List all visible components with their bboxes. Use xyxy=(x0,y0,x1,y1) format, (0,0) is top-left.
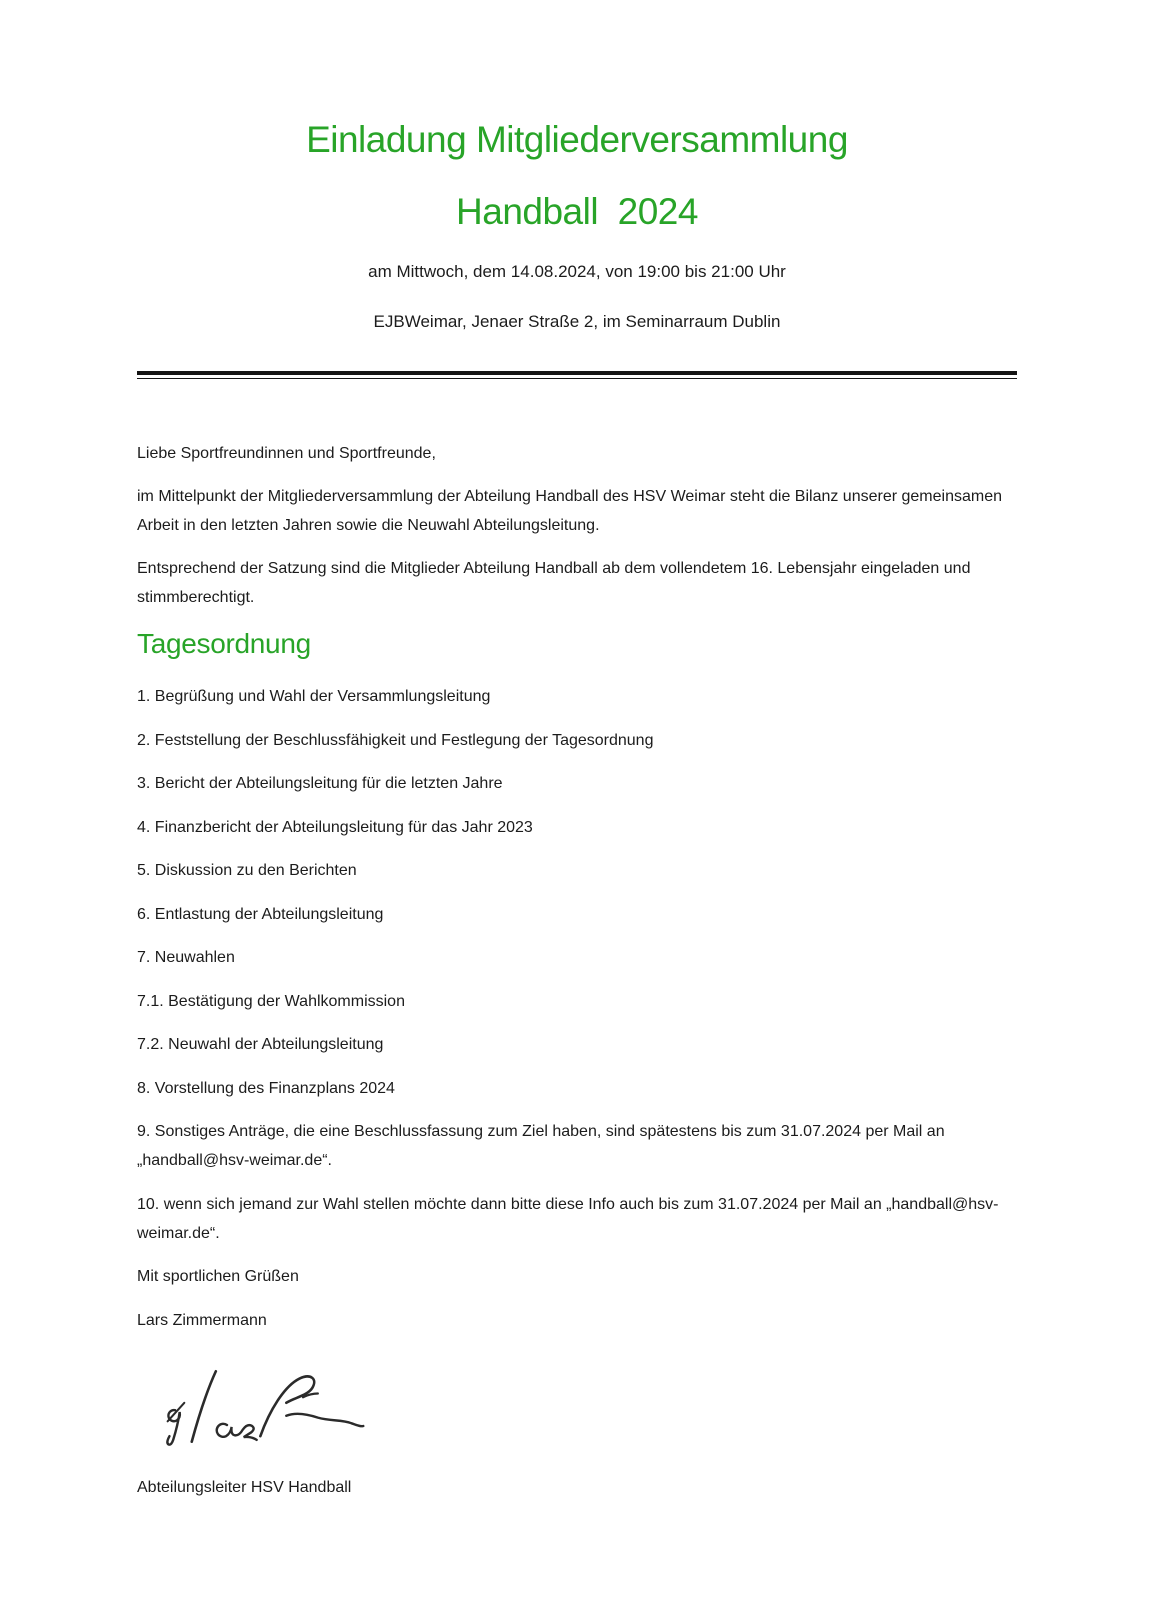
closing-regards: Mit sportlichen Grüßen xyxy=(137,1268,299,1285)
agenda-item-7-2: 7.2. Neuwahl der Abteilungsleitung xyxy=(137,1036,384,1053)
agenda-item-4: 4. Finanzbericht der Abteilungsleitung für das Jahr 2023 xyxy=(137,818,533,836)
agenda-item-1: 1. Begrüßung und Wahl der Versammlungsleitung xyxy=(137,688,491,705)
horizontal-rule xyxy=(137,371,1017,379)
agenda-item-10: 10. wenn sich jemand zur Wahl stellen möchte dann bitte diese Info auch bis zum 31.07.2024 per Mail an „handball@hsv-weimar.de“. xyxy=(137,1195,999,1242)
salutation: Liebe Sportfreundinnen und Sportfreunde, xyxy=(137,445,436,462)
agenda-item-7-1: 7.1. Bestätigung der Wahlkommission xyxy=(137,992,405,1010)
paragraph-meeting-focus: im Mittelpunkt der Mitgliederversammlung der Abteilung Handball des HSV Weimar steht die Bilanz unserer gemeinsamen Arbeit in den letzten Jahren sowie die Neuwahl Abteilungsleitung. xyxy=(137,488,1002,534)
agenda-list xyxy=(137,682,1017,1248)
agenda-heading: Tagesordnung xyxy=(137,628,311,659)
signer-title: Abteilungsleiter HSV Handball xyxy=(137,1479,352,1496)
handwritten-signature-image xyxy=(141,1349,376,1451)
page-title: Einladung Mitgliederversammlung xyxy=(306,119,848,160)
page-subtitle-year: Handball 2024 xyxy=(456,191,698,232)
meeting-location: EJBWeimar, Jenaer Straße 2, im Seminarraum Dublin xyxy=(373,312,781,331)
paragraph-eligibility: Entsprechend der Satzung sind die Mitglieder Abteilung Handball ab dem vollendetem 16. Lebensjahr eingeladen und stimmberechtigt. xyxy=(137,560,971,606)
letter-body xyxy=(137,439,1017,612)
agenda-item-5: 5. Diskussion zu den Berichten xyxy=(137,862,357,879)
signer-name: Lars Zimmermann xyxy=(137,1311,267,1329)
letter-closing xyxy=(137,1262,1017,1502)
agenda-item-2: 2. Feststellung der Beschlussfähigkeit und Festlegung der Tagesordnung xyxy=(137,731,654,749)
agenda-item-7: 7. Neuwahlen xyxy=(137,949,235,966)
signature-icon xyxy=(141,1349,376,1451)
meeting-datetime: am Mittwoch, dem 14.08.2024, von 19:00 bis 21:00 Uhr xyxy=(368,262,786,281)
agenda-item-9: 9. Sonstiges Anträge, die eine Beschlussfassung zum Ziel haben, sind spätestens bis zum 31.07.2024 per Mail an „handball@hsv-weimar.de“. xyxy=(137,1123,945,1169)
agenda-item-3: 3. Bericht der Abteilungsleitung für die letzten Jahre xyxy=(137,775,503,792)
agenda-item-8: 8. Vorstellung des Finanzplans 2024 xyxy=(137,1079,395,1097)
agenda-item-6: 6. Entlastung der Abteilungsleitung xyxy=(137,905,384,923)
